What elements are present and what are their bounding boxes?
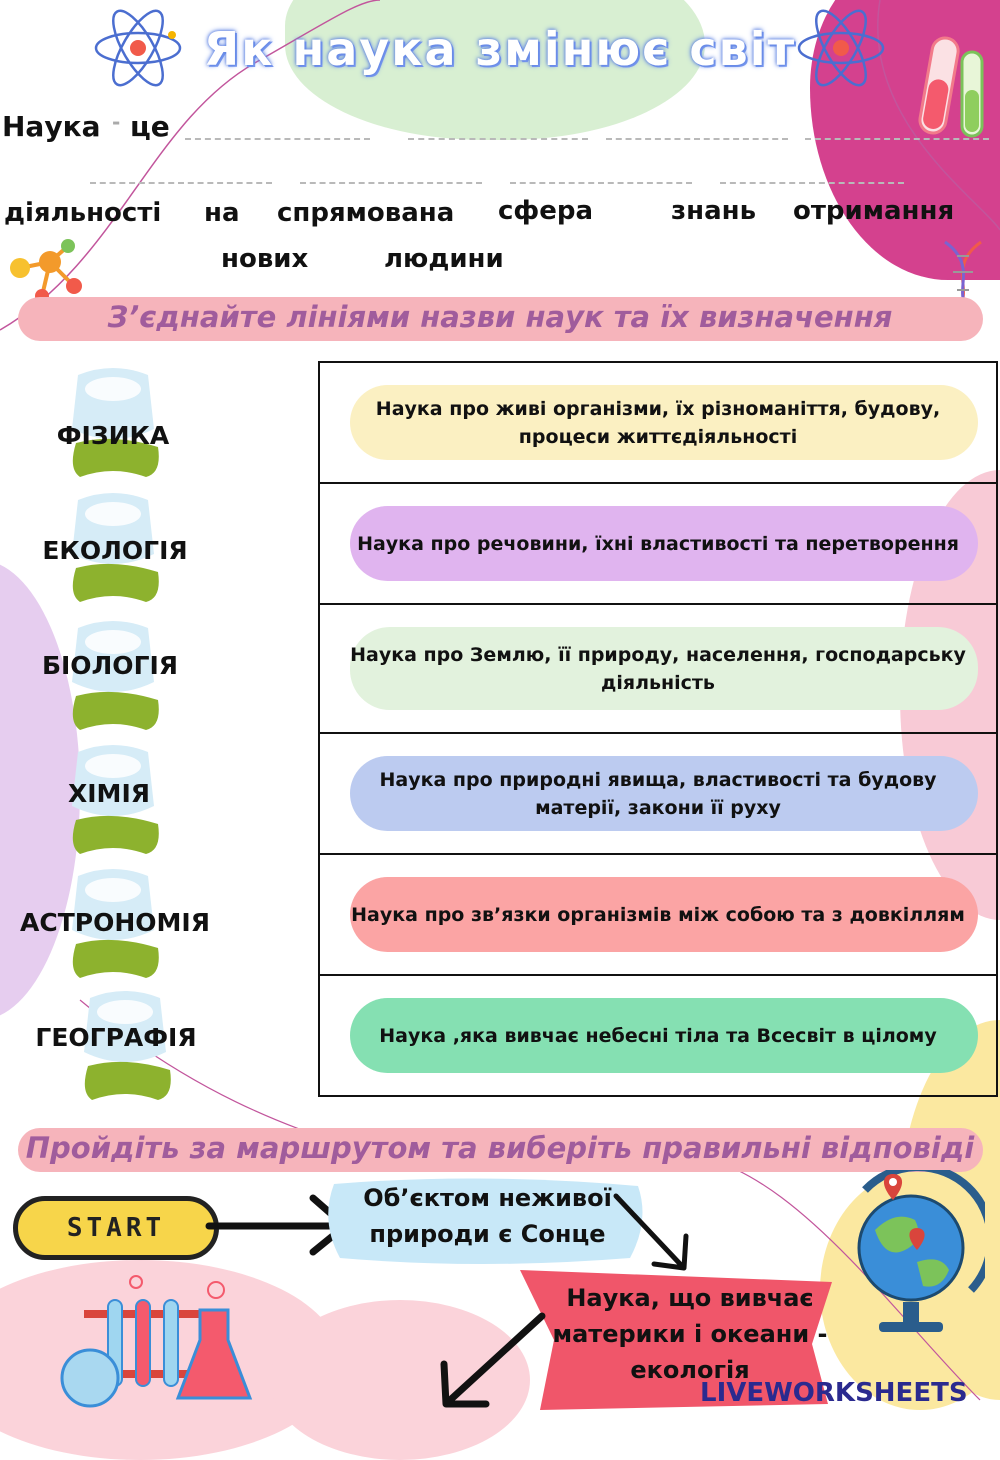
science-item[interactable]: ХІМІЯ — [67, 779, 150, 808]
science-item[interactable]: АСТРОНОМІЯ — [20, 908, 210, 937]
definition-row[interactable] — [320, 484, 996, 605]
word-bank-item[interactable]: на — [204, 198, 240, 228]
definition-row[interactable] — [320, 734, 996, 855]
definition-row[interactable] — [320, 976, 996, 1095]
definition-text: Наука ,яка вивчає небесні тіла та Всесвіт в цілому — [379, 1024, 937, 1047]
route-question-1[interactable]: Об’єктом неживої природи є Сонце — [363, 1184, 612, 1248]
answer-slot-7[interactable] — [510, 182, 692, 184]
word-bank-item[interactable]: знань — [671, 196, 757, 226]
globe-icon — [845, 1170, 985, 1350]
matching-instruction: З’єднайте лініями назви наук та їх визначення — [107, 300, 893, 334]
word-bank-item[interactable]: діяльності — [4, 198, 162, 228]
arrow-down-left-icon — [430, 1310, 550, 1414]
word-bank-item[interactable]: нових — [221, 244, 309, 274]
definition-row[interactable] — [320, 605, 996, 734]
word-bank-item[interactable]: людини — [384, 244, 504, 274]
word-bank-item[interactable]: сфера — [498, 196, 593, 226]
answer-slot-1[interactable] — [185, 138, 370, 140]
prefix-word: Наука — [2, 110, 101, 143]
science-item[interactable]: ГЕОГРАФІЯ — [35, 1023, 197, 1052]
science-item[interactable]: ЕКОЛОГІЯ — [42, 536, 188, 565]
connector-word: це — [130, 110, 170, 143]
separator-dash: - — [112, 110, 121, 134]
answer-slot-6[interactable] — [300, 182, 482, 184]
route-instruction: Пройдіть за маршрутом та виберіть правильні відповіді — [25, 1131, 975, 1165]
definition-row[interactable] — [320, 855, 996, 976]
definition-text: Наука про природні явища, властивості та будову матерії, закони її руху — [379, 768, 937, 819]
definition-row[interactable] — [320, 363, 996, 484]
definitions-table — [318, 361, 998, 1097]
answer-slot-3[interactable] — [606, 138, 788, 140]
science-item[interactable]: ФІЗИКА — [56, 421, 170, 450]
definition-text: Наука про Землю, її природу, населення, господарську діяльність — [350, 643, 966, 694]
definition-text: Наука про зв’язки організмів між собою та з довкіллям — [351, 903, 965, 926]
word-bank-item[interactable]: отримання — [793, 196, 955, 226]
start-button[interactable]: START — [13, 1196, 219, 1260]
word-bank-item[interactable]: спрямована — [277, 198, 455, 228]
answer-slot-8[interactable] — [720, 182, 904, 184]
science-item[interactable]: БІОЛОГІЯ — [41, 651, 179, 680]
answer-slot-4[interactable] — [805, 138, 989, 140]
answer-slot-5[interactable] — [90, 182, 272, 184]
route-question-2[interactable]: Наука, що вивчає материки і океани - екологія — [552, 1284, 828, 1384]
definition-text: Наука про живі організми, їх різноманіття, будову, процеси життєдіяльності — [375, 397, 941, 448]
lab-equipment-icon — [50, 1270, 260, 1410]
answer-slot-2[interactable] — [408, 138, 588, 140]
page-title: Як наука змінює світ — [203, 22, 797, 76]
definition-text: Наука про речовини, їхні властивості та перетворення — [357, 532, 959, 555]
liveworksheets-watermark: LIVEWORKSHEETS — [700, 1378, 968, 1408]
